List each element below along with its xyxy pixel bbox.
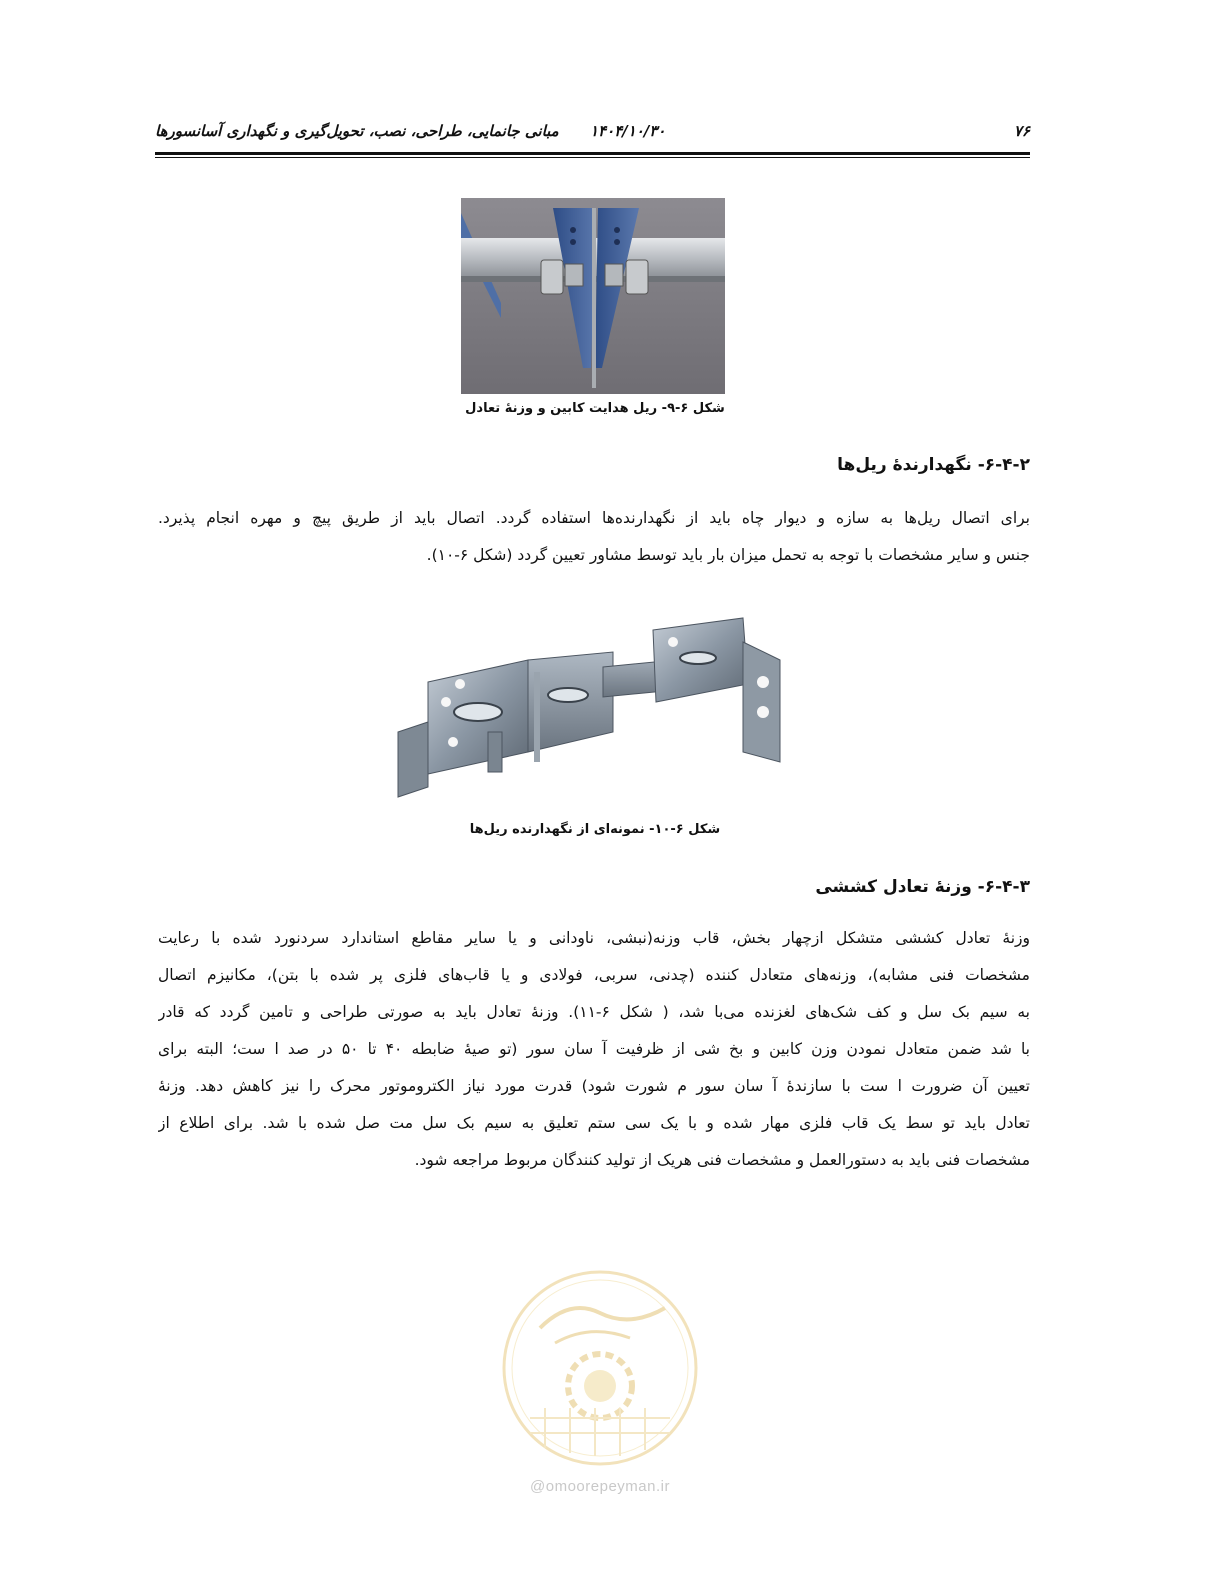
running-header — [155, 118, 1030, 146]
figure-caption: شکل ۶-۱۰- نمونه‌ای از نگهدارنده ریل‌ها — [469, 822, 721, 837]
paragraph-line: مشخصات فنی مشابه)، وزنه‌های متعادل کننده (چدنی، سربی، فولادی و یا قاب‌های فلزی پر شده با بتن)، مکانیزم اتصال — [158, 966, 1030, 984]
header-rule-thin — [155, 157, 1030, 158]
header-rule-thick — [155, 152, 1030, 155]
paragraph-line: تعیین آن ضرورت ا ست با سازندهٔ آ سان سور م شورت شود) قدرت مورد نیاز الکتروموتور محرک را نیز کاهش دهد. وزنهٔ — [158, 1077, 1030, 1095]
paragraph-line: مشخصات فنی باید به دستورالعمل و مشخصات فنی هریک از تولید کنندگان مربوط مراجعه شود. — [414, 1151, 1030, 1169]
paragraph-line: برای اتصال ریل‌ها به سازه و دیوار چاه باید از نگهدارنده‌ها استفاده گردد. اتصال باید از طریق پیچ و مهره انجام پذیرد. — [158, 509, 1030, 527]
guide-rail-figure — [461, 198, 725, 394]
paragraph-line: به سیم بک سل و کف شک‌های لغزنده می‌با شد، ( شکل ۶-۱۱). وزنهٔ تعادل باید به صورتی طراحی و تامین گردد که قادر — [158, 1003, 1030, 1021]
paragraph-line: تعادل باید تو سط یک قاب فلزی مهار شده و با یک سی ستم تعلیق به سیم بک سل مت صل شده با شد. برای اطلاع از — [158, 1114, 1030, 1132]
paragraph — [158, 500, 1030, 574]
paragraph — [158, 920, 1030, 1179]
watermark-url: @omoorepeyman.ir — [530, 1478, 670, 1495]
paragraph-line: با شد ضمن متعادل نمودن وزن کابین و بخ شی از ظرفیت آ سان سور (تو صیهٔ ضابطه ۴۰ تا ۵۰ در صد ا ست؛ البته برای — [158, 1040, 1030, 1058]
header-date: ۱۴۰۴/۱۰/۳۰ — [590, 122, 666, 140]
section-title: ۶-۴-۲- نگهدارندهٔ ریل‌ها — [837, 455, 1030, 475]
header-title: مبانی جانمایی، طراحی، نصب، تحویل‌گیری و نگهداری آسانسورها — [155, 122, 559, 140]
figure-caption: شکل ۶-۹- ریل هدایت کابین و وزنهٔ تعادل — [465, 401, 725, 416]
watermark-logo — [500, 1268, 700, 1468]
rail-bracket-figure — [388, 612, 788, 802]
paragraph-line: وزنهٔ تعادل کششی متشکل ازچهار بخش، قاب وزنه(نبشی، ناودانی و یا سایر مقاطع استاندارد سردنورد شده با رعایت — [158, 929, 1030, 947]
section-title: ۶-۴-۳- وزنهٔ تعادل کششی — [815, 877, 1030, 897]
paragraph-line: جنس و سایر مشخصات با توجه به تحمل میزان بار باید توسط مشاور تعیین گردد (شکل ۶-۱۰). — [426, 546, 1030, 564]
page-number: ۷۶ — [1013, 122, 1030, 140]
